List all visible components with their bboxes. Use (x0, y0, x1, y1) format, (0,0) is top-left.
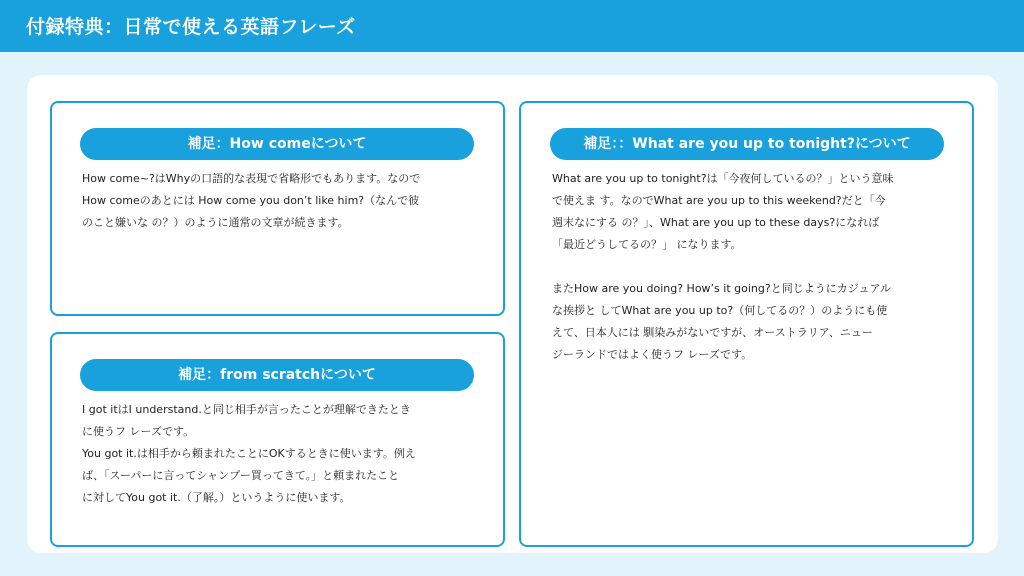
text-line: またHow are you doing? How’s it going?と同じようにカジュアル (552, 282, 892, 295)
text-line: ジーランドではよく使うフ レーズです。 (552, 348, 753, 361)
text-line: ば、「スーパーに言ってシャンプー買ってきて。」と頼まれたこと (82, 469, 400, 482)
text-line: How comeのあとには How come you don’t like him?（なんで彼 (82, 194, 420, 207)
text-line: 「最近どうしてるの？」 になります。 (552, 238, 742, 251)
header-bar (0, 0, 1024, 52)
text-line: えて、日本人には 馴染みがないですが、オーストラリア、ニュー (552, 326, 873, 339)
what-are-you-up-to-body (552, 168, 964, 366)
text-line: のこと嫌いな の？）のように通常の文章が続きます。 (82, 216, 349, 229)
how-come-heading: 補足：How comeについて (80, 128, 474, 160)
text-line: に対してYou got it.（了解。）というように使います。 (82, 491, 351, 504)
page-title: 付録特典：日常で使える英語フレーズ (26, 16, 356, 38)
from-scratch-heading: 補足：from scratchについて (80, 359, 474, 391)
text-line: You got it.は相手から頼まれたことにOKするときに使います。例え (82, 447, 416, 460)
from-scratch-body (82, 399, 492, 509)
text-line: で使えま す。なのでWhat are you up to this weekend?だと「今 (552, 194, 886, 207)
text-line: How come~?はWhyの口語的な表現で省略形でもあります。なので (82, 172, 421, 185)
text-line: に使うフ レーズです。 (82, 425, 195, 438)
text-line: What are you up to tonight?は「今夜何しているの？」という意味 (552, 172, 894, 185)
paragraph-gap (552, 256, 964, 278)
what-are-you-up-to-heading: 補足：：What are you up to tonight?について (550, 128, 944, 160)
how-come-body (82, 168, 492, 234)
text-line: な挨拶と してWhat are you up to?（何してるの？）のようにも使 (552, 304, 888, 317)
text-line: 週末なにする の？」、What are you up to these days?になれば (552, 216, 880, 229)
text-line: I got itはI understand.と同じ相手が言ったことが理解できたとき (82, 403, 411, 416)
